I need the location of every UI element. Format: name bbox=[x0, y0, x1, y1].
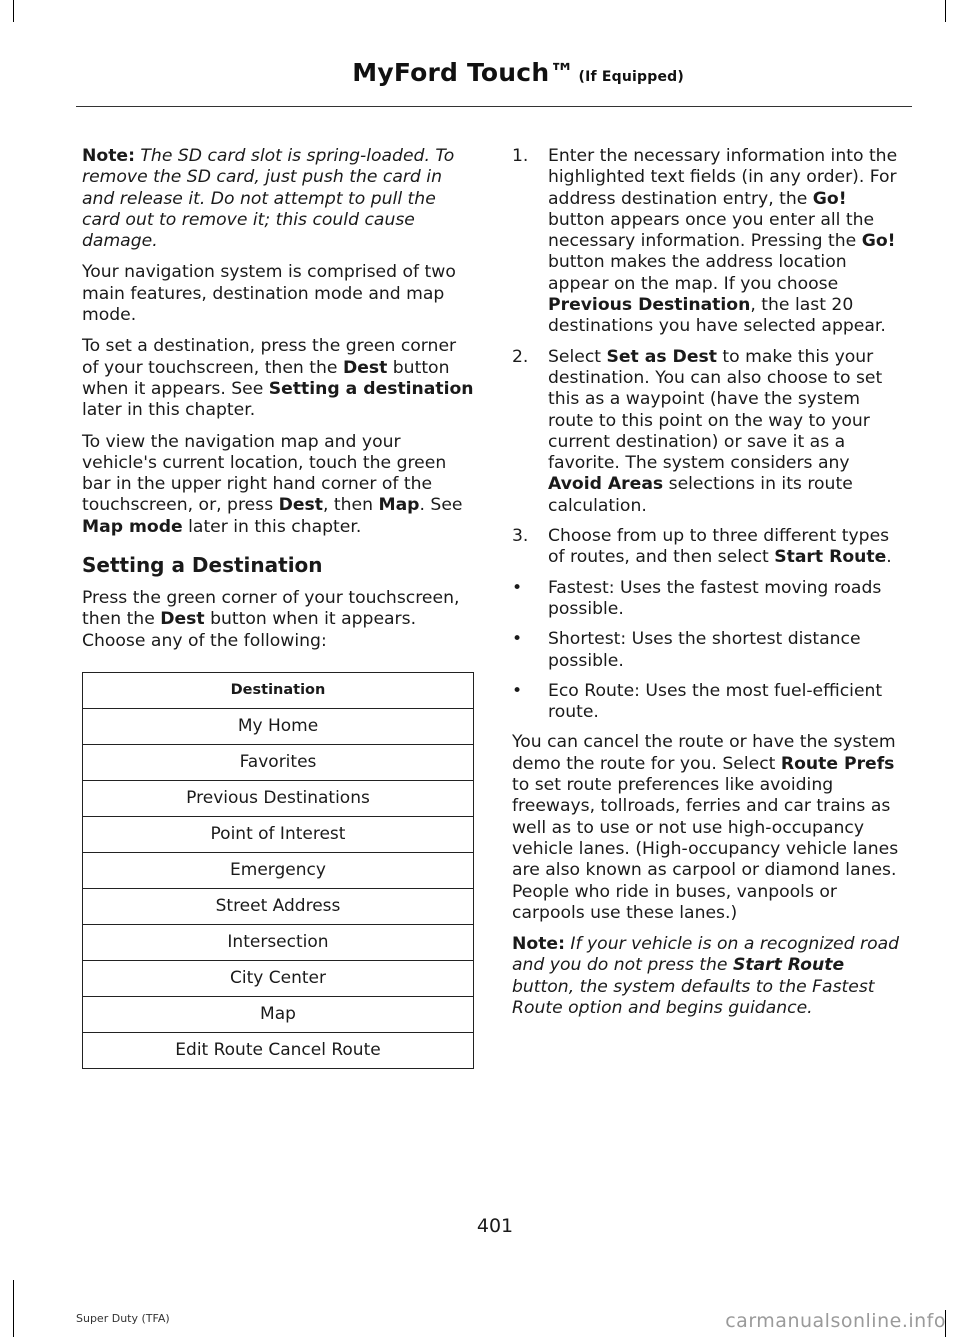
bullet-icon: • bbox=[512, 577, 523, 598]
table-row: Emergency bbox=[83, 852, 474, 888]
table-row: Map bbox=[83, 996, 474, 1032]
route-options-list bbox=[512, 578, 908, 724]
table-row: Point of Interest bbox=[83, 816, 474, 852]
paragraph-overview: Your navigation system is comprised of two main features, destination mode and map mode. bbox=[82, 262, 456, 326]
table-row: My Home bbox=[83, 708, 474, 744]
bullet-icon: • bbox=[512, 680, 523, 701]
note-text: The SD card slot is spring-loaded. To remove the SD card, just push the card in and release it. Do not attempt to pull the card out to remove it; this could cause damage. bbox=[82, 146, 455, 252]
header-subtitle: (If Equipped) bbox=[578, 69, 684, 85]
left-column bbox=[82, 146, 474, 1069]
list-item: • Fastest: Uses the fastest moving roads possible. bbox=[512, 577, 882, 619]
crop-mark-top-right bbox=[945, 0, 946, 22]
table-row: Favorites bbox=[83, 744, 474, 780]
note-label: Note: bbox=[82, 146, 135, 166]
crop-mark-top-left bbox=[13, 0, 14, 22]
steps-list bbox=[512, 146, 908, 569]
table-row: Previous Destinations bbox=[83, 780, 474, 816]
watermark: carmanualsonline.info bbox=[725, 1310, 946, 1332]
step-2: 2. Select Set as Dest to make this your destination. You can also choose to set this as a waypoint (have the system route to this point on the way to your current destination) or save it as a favorite. The system considers any Avoid Areas selections in its route calculation. bbox=[512, 346, 883, 516]
sd-card-note bbox=[82, 146, 474, 252]
header-rule bbox=[76, 106, 912, 107]
crop-mark-bottom-left bbox=[13, 1280, 14, 1337]
step-3: 3. Choose from up to three different types of routes, and then select Start Route. bbox=[512, 526, 892, 568]
paragraph-set-destination: To set a destination, press the green corner of your touchscreen, then the Dest button when it appears. See Setting a destination later in this chapter. bbox=[82, 336, 474, 421]
paragraph-view-map: To view the navigation map and your vehicle's current location, touch the green bar in the upper right hand corner of the touchscreen, or, press Dest, then Map. See Map mode later in this chapter. bbox=[82, 431, 463, 537]
start-route-note: Note: If your vehicle is on a recognized road and you do not press the Start Route button, the system defaults to the Fastest Route option and begins guidance. bbox=[512, 934, 900, 1018]
list-item: • Shortest: Uses the shortest distance possible. bbox=[512, 629, 861, 671]
header-title: MyFord Touch™ bbox=[352, 58, 575, 87]
table-row: Street Address bbox=[83, 888, 474, 924]
page-number: 401 bbox=[476, 1215, 514, 1237]
bullet-icon: • bbox=[512, 629, 523, 650]
step-1: 1. Enter the necessary information into the highlighted text fields (in any order). For address destination entry, the Go! button appears once you enter all the necessary information. Pressing the Go! button makes the address location appear on the map. If you choose Previous Destination, the last 20 destinations you have selected appear. bbox=[512, 146, 898, 337]
page-header bbox=[352, 58, 684, 87]
list-item: • Eco Route: Uses the most fuel-efficient route. bbox=[512, 680, 883, 723]
table-row: City Center bbox=[83, 960, 474, 996]
table-header: Destination bbox=[83, 672, 474, 708]
paragraph-choose: Press the green corner of your touchscreen, then the Dest button when it appears. Choose any of the following: bbox=[82, 588, 460, 651]
footer-model: Super Duty (TFA) bbox=[76, 1312, 170, 1325]
paragraph-route-prefs: You can cancel the route or have the system demo the route for you. Select Route Prefs to set route preferences like avoiding freeways, tollroads, ferries and car trains as well as to use or not use high-occupancy vehicle lanes. (High-occupancy vehicle lanes are also known as carpool or diamond lanes. People who ride in buses, vanpools or carpools use these lanes.) bbox=[512, 732, 899, 923]
table-row: Edit Route Cancel Route bbox=[83, 1032, 474, 1068]
table-row: Intersection bbox=[83, 924, 474, 960]
section-heading: Setting a Destination bbox=[82, 553, 323, 578]
destination-table bbox=[82, 672, 474, 1069]
right-column bbox=[512, 146, 908, 1029]
